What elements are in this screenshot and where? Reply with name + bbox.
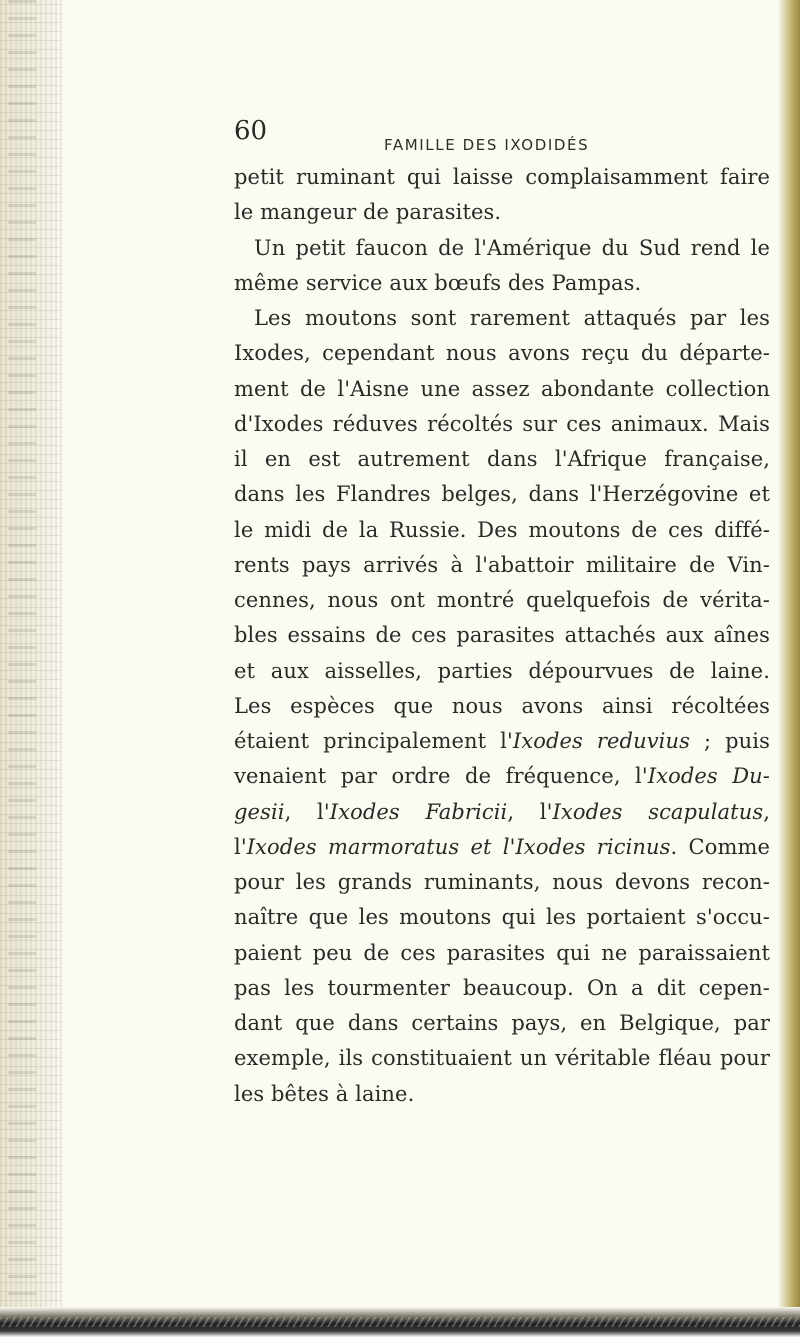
text-line — [234, 795, 770, 830]
text-line: bles essains de ces parasites attachés aux aînes — [234, 623, 770, 648]
text-run: , l' — [507, 799, 553, 824]
species-name: Ixodes reduvius — [512, 729, 690, 753]
text-line: rents pays arrivés à l'abattoir militaire de Vin- — [234, 552, 770, 577]
page-number: 60 — [234, 116, 268, 146]
text-line: pour les grands ruminants, nous devons recon- — [234, 870, 770, 894]
page-edge-bottom — [0, 1307, 800, 1337]
text-run: étaient principalement l' — [234, 729, 513, 753]
text-line: dans les Flandres belges, dans l'Herzégovine et — [234, 482, 770, 507]
species-name: Ixodes Fabricii — [329, 799, 508, 824]
running-head: FAMILLE DES IXODIDÉS — [384, 136, 590, 154]
text-line — [234, 724, 770, 759]
text-run: . Comme — [670, 834, 770, 859]
text-line — [234, 830, 770, 865]
text-line: naître que les moutons qui les portaient s'occu- — [234, 905, 770, 930]
text-line: les bêtes à laine. — [234, 1081, 415, 1106]
text-line: et aux aisselles, parties dépourvues de laine. — [234, 658, 770, 683]
body-text — [234, 160, 770, 1112]
text-run: l' — [234, 834, 247, 859]
text-run: , — [763, 799, 770, 824]
text-line: pas les tourmenter beaucoup. On a dit cepen- — [234, 975, 770, 1000]
text-line: même service aux bœufs des Pampas. — [234, 270, 642, 295]
text-line: le mangeur de parasites. — [234, 200, 502, 225]
text-line: paient peu de ces parasites qui ne paraissaient — [234, 940, 770, 965]
binding-gutter — [0, 0, 62, 1337]
text-run: ; puis — [690, 729, 770, 753]
text-line: il en est autrement dans l'Afrique française, — [234, 447, 770, 471]
text-line: exemple, ils constituaient un véritable fléau pour — [234, 1046, 770, 1071]
text-line: cennes, nous ont montré quelquefois de vérita- — [234, 588, 770, 612]
species-name: gesii — [234, 799, 285, 824]
text-line: Les espèces que nous avons ainsi récoltées — [234, 693, 770, 718]
text-line — [234, 759, 770, 794]
species-name: Ixodes Du- — [647, 764, 771, 789]
text-line: petit ruminant qui laisse complaisamment faire — [234, 165, 770, 189]
text-run: venaient par ordre de fréquence, l' — [234, 764, 648, 789]
text-line: le midi de la Russie. Des moutons de ces diffé- — [234, 517, 770, 542]
text-line: d'Ixodes réduves récoltés sur ces animaux. Mais — [234, 411, 770, 436]
page-edge-right — [778, 0, 800, 1337]
text-line: Un petit faucon de l'Amérique du Sud rend le — [254, 235, 770, 260]
species-name: Ixodes marmoratus et l'Ixodes ricinus — [246, 834, 671, 859]
species-name: Ixodes scapulatus — [552, 799, 764, 824]
text-line: Ixodes, cependant nous avons reçu du départe- — [234, 341, 770, 366]
text-run: , l' — [284, 799, 330, 824]
text-line: Les moutons sont rarement attaqués par les — [254, 306, 770, 330]
text-line: dant que dans certains pays, en Belgique, par — [234, 1011, 770, 1035]
text-line: ment de l'Aisne une assez abondante collection — [234, 376, 770, 401]
